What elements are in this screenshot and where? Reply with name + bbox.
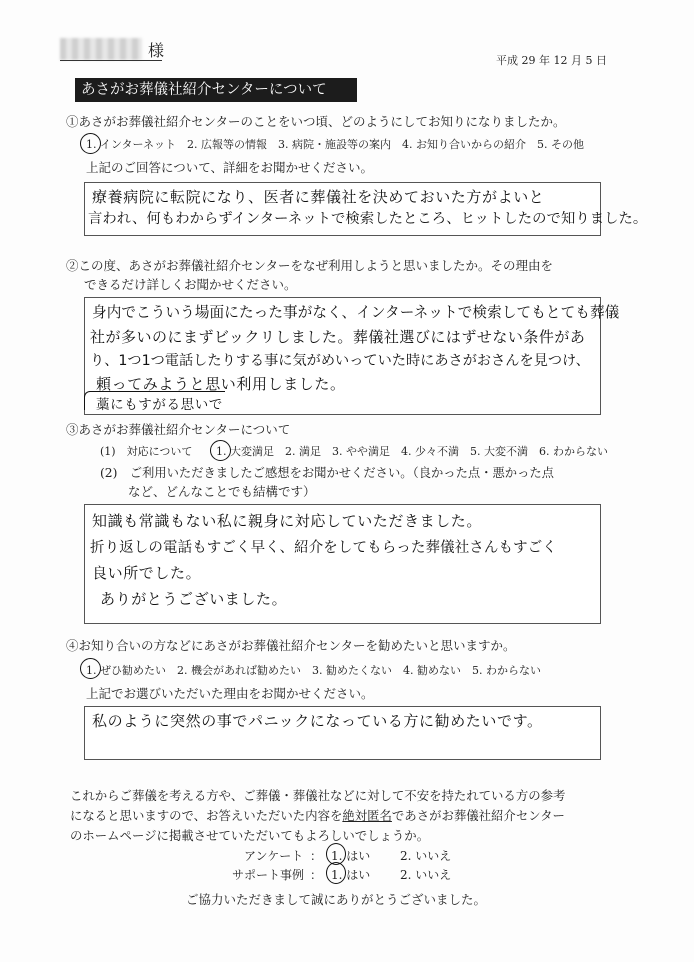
page-title: あさがお葬儀社紹介センターについて [75,78,357,102]
closing-line-1: これからご葬儀を考える方や、ご葬儀・葬儀社などに対して不安を持たれている方の参考 [70,788,566,803]
support-label: サポート事例 [232,868,305,882]
q2-insertion-mark [84,391,225,410]
thanks-text: ご協力いただきまして誠にありがとうございました。 [186,892,487,907]
support-yes: 1. はい [331,868,371,882]
support-colon: ： [310,868,323,882]
survey-label: アンケート [244,849,304,863]
redacted-name [60,38,142,60]
q1-answer-line-2: 言われ、何もわからずインターネットで検索したところ、ヒットしたので知りました。 [88,211,648,227]
q1-options: 1. インターネット 2. 広報等の情報 3. 病院・施設等の案内 4. お知り合いからの紹介 5. その他 [86,138,584,151]
closing-line-2: になると思いますので、お答えいただいた内容を絶対匿名であさがお葬儀社紹介センター [70,808,565,823]
q1-question: ①あさがお葬儀社紹介センターのことをいつ頃、どのようにしてお知りになりましたか。 [66,114,566,129]
closing-line-3: のホームページに掲載させていただいてもよろしいでしょうか。 [70,828,430,843]
q1-answer-line-1: 療養病院に転院になり、医者に葬儀社を決めておいた方がよいと [92,188,545,206]
q3-sub2-line-1: (2) ご利用いただきましたご感想をお聞かせください。（良かった点・悪かった点 [100,466,554,480]
q2-answer-line-5: 藁にもすがる思いで [96,397,223,413]
q3-answer-line-3: 良い所でした。 [92,564,202,582]
q3-answer-line-2: 折り返しの電話もすごく早く、紹介をしてもらった葬儀社さんもすごく [90,540,557,556]
anonymous-underlined: 絶対匿名 [342,808,392,823]
q2-question-line-2: できるだけ詳しくお聞かせください。 [84,277,297,292]
q3-answer-line-1: 知識も常識もない私に親身に対応していただきました。 [92,512,483,530]
q3-sub2-line-2: など、どんなことでも結構です） [128,484,316,499]
q4-question: ④お知り合いの方などにあさがお葬儀社紹介センターを勧めたいと思いますか。 [66,638,516,653]
q2-answer-line-2: 社が多いのにまずビックリしました。葬儀社選びにはずせない条件があ [90,328,586,346]
q4-followup: 上記でお選びいただいた理由をお聞かせください。 [86,686,374,701]
support-no: 2. いいえ [400,868,452,882]
survey-yes: 1. はい [331,849,371,863]
q2-answer-line-3: り、1つ1つ電話したりする事に気がめいっていた時にあさがおさんを見つけ、 [90,353,590,369]
survey-no: 2. いいえ [400,849,452,863]
q2-answer-line-4: 頼ってみようと思い利用しました。 [96,375,346,393]
q3-sub1-label: (1) 対応について [100,445,193,458]
name-underline [60,60,162,61]
q2-answer-line-1: 身内でこういう場面にたった事がなく、インターネットで検索してもとても葬儀 [92,304,620,321]
q2-question-line-1: ②この度、あさがお葬儀社紹介センターをなぜ利用しようと思いましたか。その理由を [66,258,554,273]
q1-followup: 上記のご回答について、詳細をお聞かせください。 [86,160,374,175]
q3-sub1-options: 1. 大変満足 2. 満足 3. やや満足 4. 少々不満 5. 大変不満 6. わからない [216,445,608,458]
survey-colon: ： [310,849,323,863]
document-date: 平成 29 年 12 月 5 日 [496,54,607,67]
recipient-suffix: 様 [148,41,165,60]
q3-question: ③あさがお葬儀社紹介センターについて [66,422,291,437]
q4-answer-line-1: 私のように突然の事でパニックになっている方に勧めたいです。 [92,712,543,730]
q3-answer-line-4: ありがとうございました。 [100,590,288,608]
q4-options: 1. ぜひ勧めたい 2. 機会があれば勧めたい 3. 勧めたくない 4. 勧めない 5. わからない [86,664,541,677]
